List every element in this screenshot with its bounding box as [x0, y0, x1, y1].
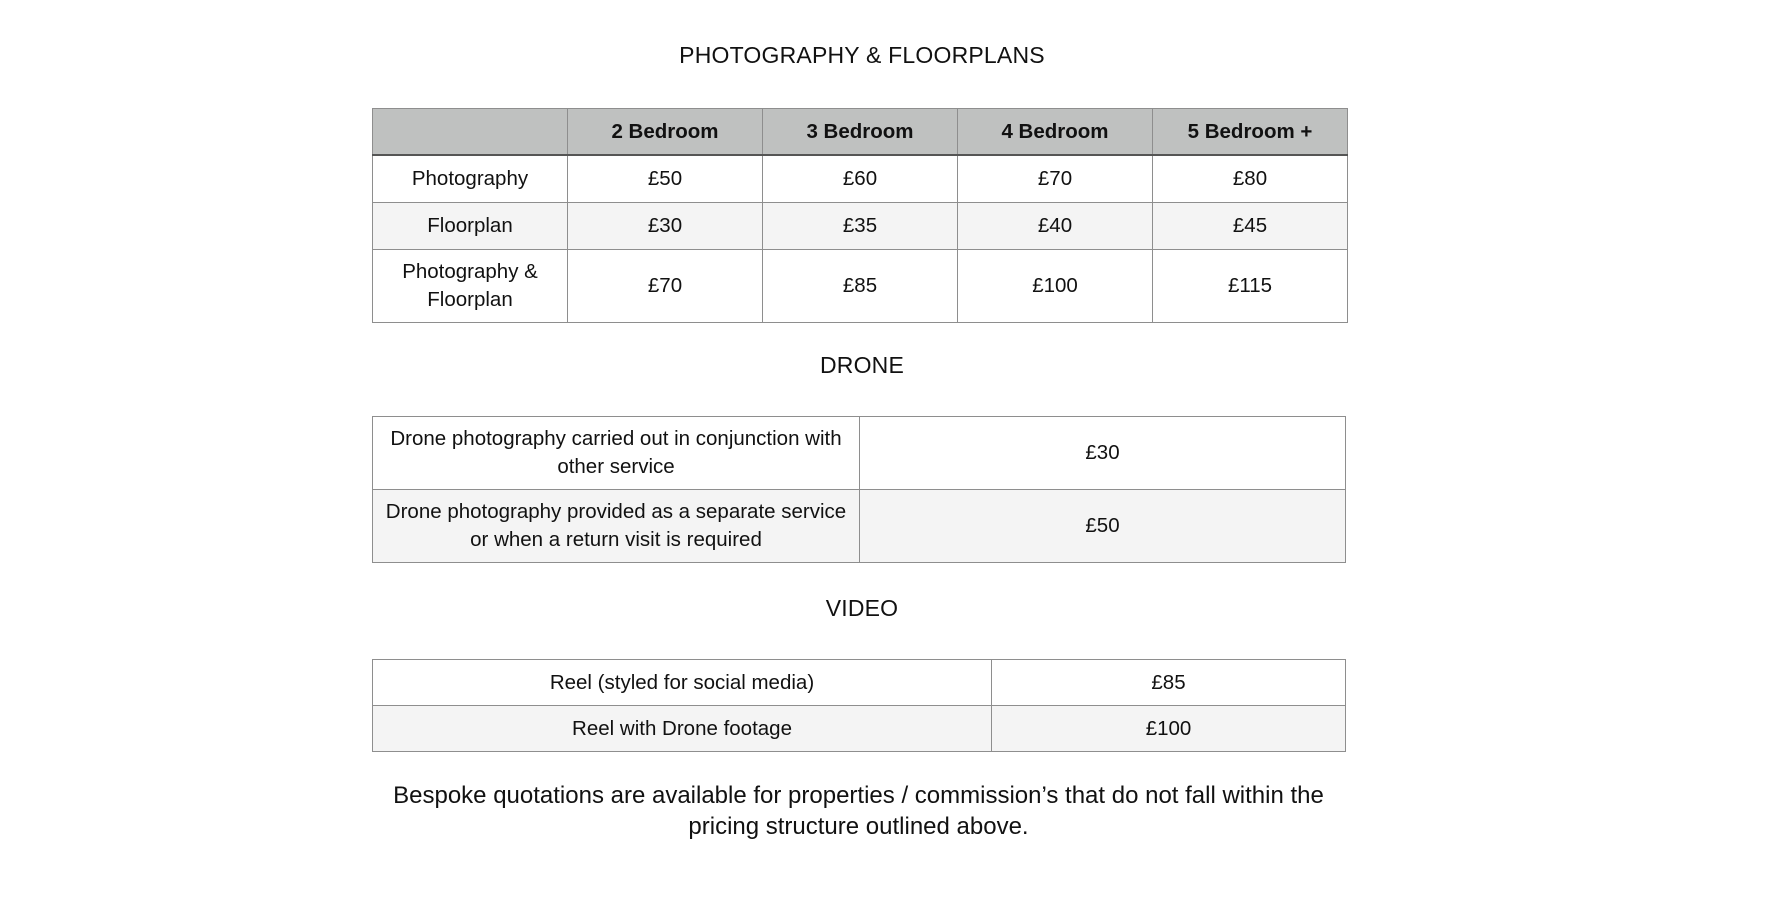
- drone-section-title: DRONE: [819, 352, 905, 378]
- service-label: Reel (styled for social media): [373, 660, 992, 706]
- price-cell: £60: [763, 155, 958, 203]
- service-label: Reel with Drone footage: [373, 706, 992, 752]
- price-cell: £45: [1153, 203, 1348, 250]
- table-row: [373, 417, 1346, 490]
- video-pricing-table: [372, 659, 1346, 752]
- photography-section-title: PHOTOGRAPHY & FLOORPLANS: [679, 42, 1045, 68]
- table-row: [373, 155, 1348, 203]
- price-cell: £35: [763, 203, 958, 250]
- service-label: Drone photography carried out in conjunction with other service: [373, 417, 860, 490]
- quotation-footnote: Bespoke quotations are available for properties / commission’s that do not fall within the pricing structure outlined above.: [393, 782, 1324, 840]
- price-cell: £100: [992, 706, 1346, 752]
- price-cell: £85: [763, 250, 958, 323]
- price-cell: £30: [860, 417, 1346, 490]
- price-cell: £115: [1153, 250, 1348, 323]
- price-cell: £40: [958, 203, 1153, 250]
- table-header-row: [373, 109, 1348, 156]
- price-cell: £50: [860, 490, 1346, 563]
- column-header-3-bedroom: 3 Bedroom: [763, 109, 958, 156]
- price-cell: £50: [568, 155, 763, 203]
- column-header-4-bedroom: 4 Bedroom: [958, 109, 1153, 156]
- column-header-empty: [373, 109, 568, 156]
- price-cell: £85: [992, 660, 1346, 706]
- row-label: Photography & Floorplan: [373, 250, 568, 323]
- table-row: [373, 490, 1346, 563]
- photography-pricing-table: [372, 108, 1348, 323]
- row-label: Photography: [373, 155, 568, 203]
- price-cell: £70: [568, 250, 763, 323]
- table-row: [373, 706, 1346, 752]
- price-cell: £70: [958, 155, 1153, 203]
- price-cell: £30: [568, 203, 763, 250]
- row-label: Floorplan: [373, 203, 568, 250]
- column-header-2-bedroom: 2 Bedroom: [568, 109, 763, 156]
- price-cell: £80: [1153, 155, 1348, 203]
- video-section-title: VIDEO: [825, 595, 899, 621]
- service-label: Drone photography provided as a separate service or when a return visit is required: [373, 490, 860, 563]
- column-header-5-bedroom-plus: 5 Bedroom +: [1153, 109, 1348, 156]
- table-row: [373, 660, 1346, 706]
- table-row: [373, 250, 1348, 323]
- price-cell: £100: [958, 250, 1153, 323]
- table-row: [373, 203, 1348, 250]
- drone-pricing-table: [372, 416, 1346, 563]
